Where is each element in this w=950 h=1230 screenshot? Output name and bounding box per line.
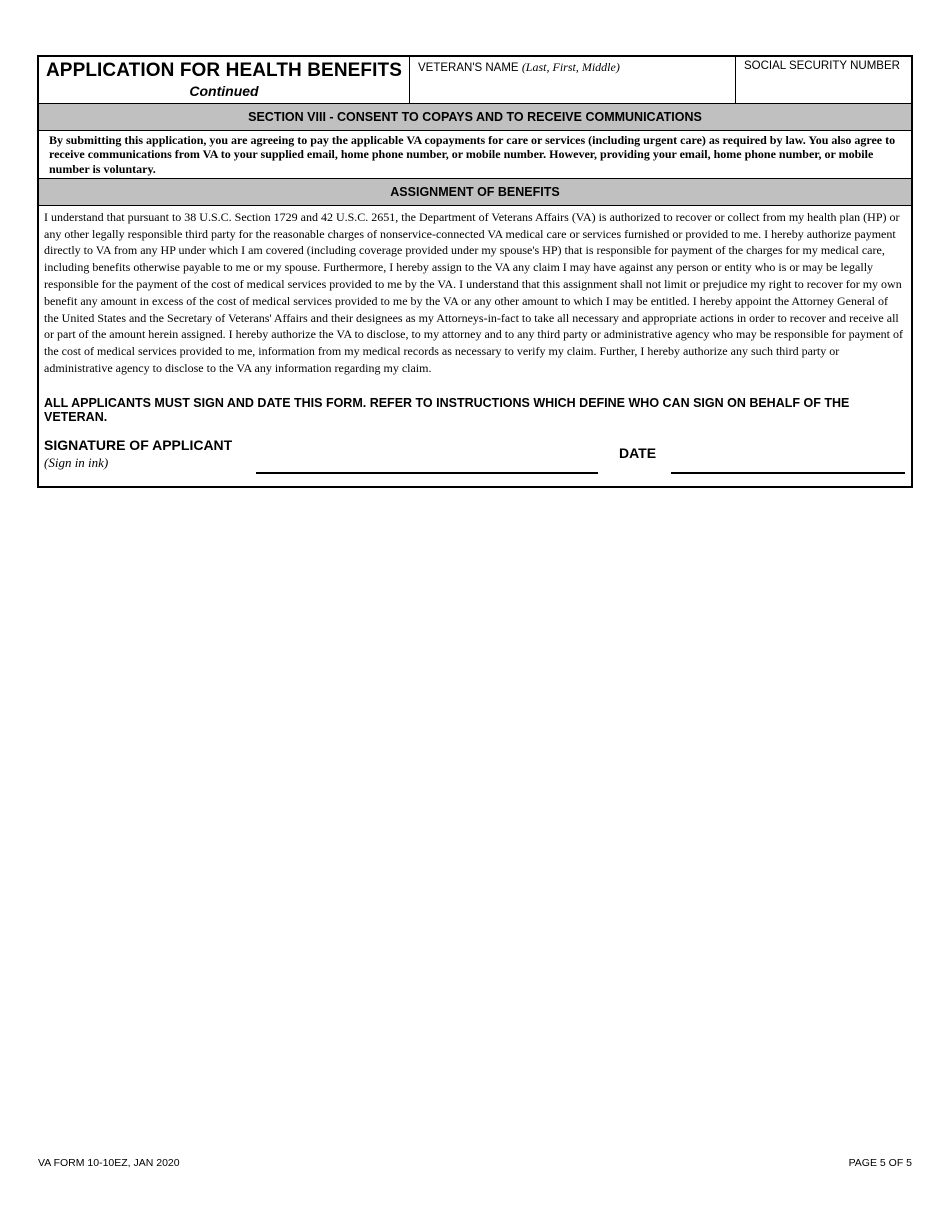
veteran-name-label: VETERAN'S NAME (418, 62, 522, 74)
veteran-name-field[interactable] (410, 57, 736, 103)
ssn-field[interactable] (736, 57, 911, 103)
assignment-title: ASSIGNMENT OF BENEFITS (39, 179, 911, 206)
form-title: APPLICATION FOR HEALTH BENEFITS (45, 60, 402, 81)
form-id: VA FORM 10-10EZ, JAN 2020 (38, 1157, 180, 1169)
form-header (39, 57, 911, 104)
must-sign-notice: ALL APPLICANTS MUST SIGN AND DATE THIS FORM. REFER TO INSTRUCTIONS WHICH DEFINE WHO CAN SIGN ON BEHALF OF THE VETERAN. (44, 395, 850, 424)
consent-text: By submitting this application, you are agreeing to pay the applicable VA copayments for care or services (including urgent care) as required by law. You also agree to receive communications from VA to your supplied email, home phone number, or mobile number. However, providing your email, home phone number, or mobile number is voluntary. (39, 131, 911, 179)
ssn-label: SOCIAL SECURITY NUMBER (744, 60, 900, 72)
date-label: DATE (619, 444, 657, 461)
assignment-text: I understand that pursuant to 38 U.S.C. Section 1729 and 42 U.S.C. 2651, the Department of Veterans Affairs (VA) is authorized to recover or collect from my health plan (HP) or any other legally responsible third party for the reasonable charges of nonservice-connected VA medical care or services furnished or provided to me. I hereby authorize payment directly to VA from any HP under which I am covered (including coverage provided under my spouse's HP) that is responsible for payment of the charges for my medical care, including benefits otherwise payable to me or my spouse. Furthermore, I hereby assign to the VA any claim I may have against any person or entity who is or may be legally responsible for the payment of the cost of medical services provided to me by the VA. I understand that this assignment shall not limit or prejudice my right to recover for my own benefit any amount in excess of the cost of medical services provided to me by the VA or any other amount to which I may be entitled. I hereby appoint the Attorney General of the United States and the Secretary of Veterans' Affairs and their designees as my Attorneys-in-fact to take all necessary and appropriate actions in order to recover and receive all or part of the amount herein assigned. I hereby authorize the VA to disclose, to my attorney and to any third party or administrative agency who may be responsible for payment of the cost of medical services provided to me, information from my medical records as necessary to verify my claim. Further, I hereby authorize any such third party or administrative agency to disclose to the VA any information regarding my claim. (44, 209, 903, 376)
section8-title: SECTION VIII - CONSENT TO COPAYS AND TO RECEIVE COMMUNICATIONS (39, 104, 911, 131)
veteran-name-hint: (Last, First, Middle) (521, 60, 620, 74)
signature-line[interactable] (256, 472, 598, 474)
title-cell (39, 57, 410, 103)
form-page (37, 55, 913, 488)
form-subtitle: Continued (189, 83, 259, 99)
signature-row (39, 424, 911, 486)
page-number: PAGE 5 OF 5 (848, 1157, 912, 1169)
signature-label: SIGNATURE OF APPLICANT (44, 436, 233, 453)
date-line[interactable] (671, 472, 905, 474)
signature-sublabel: (Sign in ink) (44, 454, 109, 470)
